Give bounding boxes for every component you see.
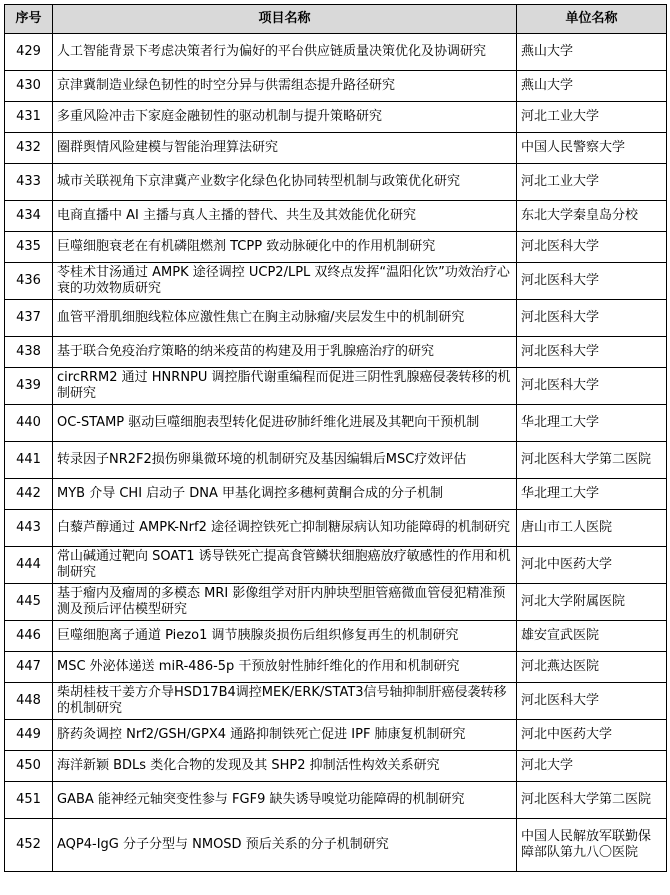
- table-row: [5, 71, 667, 102]
- table-row: [5, 442, 667, 479]
- project-name-cell: 柴胡桂枝干姜方介导HSD17B4调控MEK/ERK/STAT3信号轴抑制肝癌侵袭转移的机制研究: [53, 683, 517, 720]
- serial-number-cell: 442: [5, 479, 53, 510]
- serial-number-cell: 438: [5, 337, 53, 368]
- header-project-name: 项目名称: [53, 5, 517, 34]
- project-name-cell: 转录因子NR2F2损伤卵巢微环境的机制研究及基因编辑后MSC疗效评估: [53, 442, 517, 479]
- serial-number-cell: 440: [5, 405, 53, 442]
- serial-number-cell: 441: [5, 442, 53, 479]
- table-row: [5, 510, 667, 547]
- table-row: [5, 621, 667, 652]
- unit-name-cell: 河北中医药大学: [517, 547, 667, 584]
- unit-name-cell: 河北大学: [517, 751, 667, 782]
- unit-name-cell: 河北工业大学: [517, 164, 667, 201]
- unit-name-cell: 中国人民解放军联勤保障部队第九八〇医院: [517, 819, 667, 872]
- table-row: [5, 584, 667, 621]
- project-name-cell: 电商直播中 AI 主播与真人主播的替代、共生及其效能优化研究: [53, 201, 517, 232]
- unit-name-cell: 河北医科大学第二医院: [517, 782, 667, 819]
- serial-number-cell: 445: [5, 584, 53, 621]
- serial-number-cell: 432: [5, 133, 53, 164]
- unit-name-cell: 河北燕达医院: [517, 652, 667, 683]
- table-row: [5, 368, 667, 405]
- unit-name-cell: 河北医科大学: [517, 368, 667, 405]
- project-name-cell: 常山碱通过靶向 SOAT1 诱导铁死亡提高食管鳞状细胞癌放疗敏感性的作用和机制研究: [53, 547, 517, 584]
- header-serial-number: 序号: [5, 5, 53, 34]
- serial-number-cell: 434: [5, 201, 53, 232]
- table-row: [5, 102, 667, 133]
- table-row: [5, 683, 667, 720]
- project-name-cell: circRRM2 通过 HNRNPU 调控脂代谢重编程而促进三阴性乳腺癌侵袭转移的机制研究: [53, 368, 517, 405]
- unit-name-cell: 河北工业大学: [517, 102, 667, 133]
- unit-name-cell: 河北医科大学第二医院: [517, 442, 667, 479]
- project-name-cell: 人工智能背景下考虑决策者行为偏好的平台供应链质量决策优化及协调研究: [53, 34, 517, 71]
- serial-number-cell: 447: [5, 652, 53, 683]
- unit-name-cell: 河北医科大学: [517, 683, 667, 720]
- table-row: [5, 164, 667, 201]
- table-row: [5, 232, 667, 263]
- serial-number-cell: 451: [5, 782, 53, 819]
- table-row: [5, 405, 667, 442]
- project-name-cell: 巨噬细胞衰老在有机磷阻燃剂 TCPP 致动脉硬化中的作用机制研究: [53, 232, 517, 263]
- unit-name-cell: 河北大学附属医院: [517, 584, 667, 621]
- unit-name-cell: 东北大学秦皇岛分校: [517, 201, 667, 232]
- serial-number-cell: 444: [5, 547, 53, 584]
- table-body: [5, 34, 667, 872]
- unit-name-cell: 燕山大学: [517, 34, 667, 71]
- serial-number-cell: 443: [5, 510, 53, 547]
- unit-name-cell: 河北医科大学: [517, 337, 667, 368]
- serial-number-cell: 429: [5, 34, 53, 71]
- project-name-cell: 基于联合免疫治疗策略的纳米疫苗的构建及用于乳腺癌治疗的研究: [53, 337, 517, 368]
- table-row: [5, 337, 667, 368]
- unit-name-cell: 华北理工大学: [517, 405, 667, 442]
- project-name-cell: MYB 介导 CHI 启动子 DNA 甲基化调控多穗柯黄酮合成的分子机制: [53, 479, 517, 510]
- serial-number-cell: 448: [5, 683, 53, 720]
- project-list-document: [4, 4, 666, 872]
- project-name-cell: 城市关联视角下京津冀产业数字化绿色化协同转型机制与政策优化研究: [53, 164, 517, 201]
- table-row: [5, 652, 667, 683]
- table-row: [5, 34, 667, 71]
- unit-name-cell: 河北医科大学: [517, 263, 667, 300]
- header-unit-name: 单位名称: [517, 5, 667, 34]
- unit-name-cell: 河北医科大学: [517, 300, 667, 337]
- unit-name-cell: 河北中医药大学: [517, 720, 667, 751]
- project-name-cell: 巨噬细胞离子通道 Piezo1 调节胰腺炎损伤后组织修复再生的机制研究: [53, 621, 517, 652]
- unit-name-cell: 华北理工大学: [517, 479, 667, 510]
- table-row: [5, 751, 667, 782]
- serial-number-cell: 436: [5, 263, 53, 300]
- table-row: [5, 547, 667, 584]
- project-name-cell: 圈群舆情风险建模与智能治理算法研究: [53, 133, 517, 164]
- serial-number-cell: 449: [5, 720, 53, 751]
- project-name-cell: MSC 外泌体递送 miR-486-5p 干预放射性肺纤维化的作用和机制研究: [53, 652, 517, 683]
- unit-name-cell: 河北医科大学: [517, 232, 667, 263]
- project-name-cell: 脐药灸调控 Nrf2/GSH/GPX4 通路抑制铁死亡促进 IPF 肺康复机制研究: [53, 720, 517, 751]
- table-row: [5, 479, 667, 510]
- serial-number-cell: 433: [5, 164, 53, 201]
- project-name-cell: 海洋新颖 BDLs 类化合物的发现及其 SHP2 抑制活性构效关系研究: [53, 751, 517, 782]
- serial-number-cell: 439: [5, 368, 53, 405]
- project-name-cell: OC-STAMP 驱动巨噬细胞表型转化促进矽肺纤维化进展及其靶向干预机制: [53, 405, 517, 442]
- project-name-cell: 血管平滑肌细胞线粒体应激性焦亡在胸主动脉瘤/夹层发生中的机制研究: [53, 300, 517, 337]
- serial-number-cell: 450: [5, 751, 53, 782]
- table-row: [5, 201, 667, 232]
- serial-number-cell: 452: [5, 819, 53, 872]
- serial-number-cell: 431: [5, 102, 53, 133]
- unit-name-cell: 中国人民警察大学: [517, 133, 667, 164]
- project-name-cell: 京津冀制造业绿色韧性的时空分异与供需组态提升路径研究: [53, 71, 517, 102]
- serial-number-cell: 437: [5, 300, 53, 337]
- unit-name-cell: 燕山大学: [517, 71, 667, 102]
- table-row: [5, 263, 667, 300]
- serial-number-cell: 430: [5, 71, 53, 102]
- unit-name-cell: 唐山市工人医院: [517, 510, 667, 547]
- table-header-row: [5, 5, 667, 34]
- table-row: [5, 300, 667, 337]
- project-name-cell: 白藜芦醇通过 AMPK-Nrf2 途径调控铁死亡抑制糖尿病认知功能障碍的机制研究: [53, 510, 517, 547]
- project-name-cell: 苓桂术甘汤通过 AMPK 途径调控 UCP2/LPL 双终点发挥“温阳化饮”功效治疗心衰的功效物质研究: [53, 263, 517, 300]
- project-name-cell: GABA 能神经元轴突变性参与 FGF9 缺失诱导嗅觉功能障碍的机制研究: [53, 782, 517, 819]
- serial-number-cell: 435: [5, 232, 53, 263]
- project-name-cell: AQP4-IgG 分子分型与 NMOSD 预后关系的分子机制研究: [53, 819, 517, 872]
- serial-number-cell: 446: [5, 621, 53, 652]
- table-row: [5, 819, 667, 872]
- table-row: [5, 133, 667, 164]
- table-row: [5, 720, 667, 751]
- project-name-cell: 多重风险冲击下家庭金融韧性的驱动机制与提升策略研究: [53, 102, 517, 133]
- table-row: [5, 782, 667, 819]
- project-table: [4, 4, 667, 872]
- unit-name-cell: 雄安宣武医院: [517, 621, 667, 652]
- project-name-cell: 基于瘤内及瘤周的多模态 MRI 影像组学对肝内肿块型胆管癌微血管侵犯精准预测及预后评估模型研究: [53, 584, 517, 621]
